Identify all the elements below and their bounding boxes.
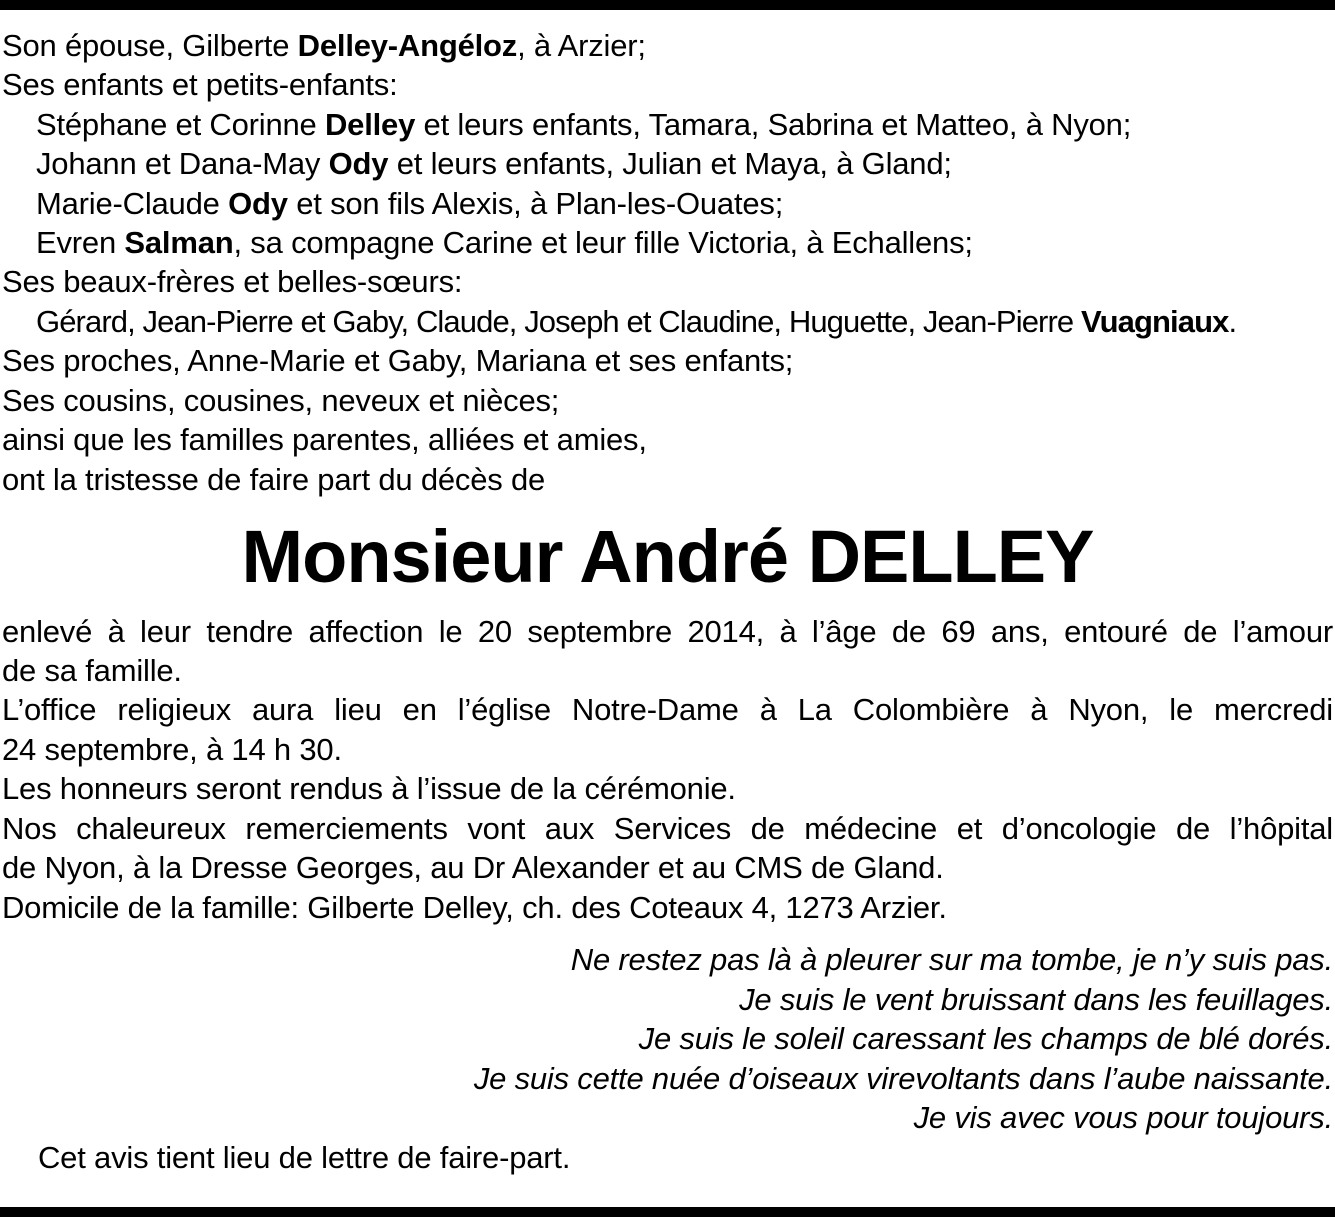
body-line-6: Nos chaleureux remerciements vont aux Services de médecine et d’oncologie de l’hôpital <box>2 811 1333 846</box>
body-line-8: Domicile de la famille: Gilberte Delley, ch. des Coteaux 4, 1273 Arzier. <box>2 890 947 925</box>
body-line-4: 24 septembre, à 14 h 30. <box>2 732 342 767</box>
poem-line-2: Je suis le vent bruissant dans les feuillages. <box>739 982 1333 1017</box>
spouse-line: Son épouse, Gilberte Delley-Angéloz, à Arzier; <box>2 28 646 63</box>
close-ones-line: Ses proches, Anne-Marie et Gaby, Mariana et ses enfants; <box>2 343 794 378</box>
poem-line-4: Je suis cette nuée d’oiseaux virevoltants dans l’aube naissante. <box>473 1061 1333 1096</box>
bottom-rule <box>0 1207 1335 1217</box>
children-heading: Ses enfants et petits-enfants: <box>2 67 398 102</box>
announce-line: ont la tristesse de faire part du décès de <box>2 462 546 497</box>
inlaws-heading: Ses beaux-frères et belles-sœurs: <box>2 264 463 299</box>
child-line-1: Stéphane et Corinne Delley et leurs enfants, Tamara, Sabrina et Matteo, à Nyon; <box>36 107 1132 142</box>
cousins-line: Ses cousins, cousines, neveux et nièces; <box>2 383 560 418</box>
poem-line-5: Je vis avec vous pour toujours. <box>913 1100 1333 1135</box>
body-line-7: de Nyon, à la Dresse Georges, au Dr Alexander et au CMS de Gland. <box>2 850 944 885</box>
deceased-name: Monsieur André DELLEY <box>241 515 1094 598</box>
body-line-5: Les honneurs seront rendus à l’issue de la cérémonie. <box>2 771 736 806</box>
child-line-4: Evren Salman, sa compagne Carine et leur fille Victoria, à Echallens; <box>36 225 973 260</box>
footer-note: Cet avis tient lieu de lettre de faire-part. <box>38 1140 571 1175</box>
top-rule <box>0 0 1335 10</box>
poem-line-3: Je suis le soleil caressant les champs de blé dorés. <box>638 1021 1333 1056</box>
families-line: ainsi que les familles parentes, alliées et amies, <box>2 422 647 457</box>
child-line-3: Marie-Claude Ody et son fils Alexis, à Plan-les-Ouates; <box>36 186 784 221</box>
poem-line-1: Ne restez pas là à pleurer sur ma tombe, je n’y suis pas. <box>570 942 1333 977</box>
inlaws-line: Gérard, Jean-Pierre et Gaby, Claude, Joseph et Claudine, Huguette, Jean-Pierre Vuagniaux. <box>36 304 1237 339</box>
body-line-2: de sa famille. <box>2 653 182 688</box>
child-line-2: Johann et Dana-May Ody et leurs enfants, Julian et Maya, à Gland; <box>36 146 952 181</box>
body-line-3: L’office religieux aura lieu en l’église Notre-Dame à La Colombière à Nyon, le mercredi <box>2 692 1333 727</box>
body-line-1: enlevé à leur tendre affection le 20 septembre 2014, à l’âge de 69 ans, entouré de l’amour <box>2 614 1333 649</box>
